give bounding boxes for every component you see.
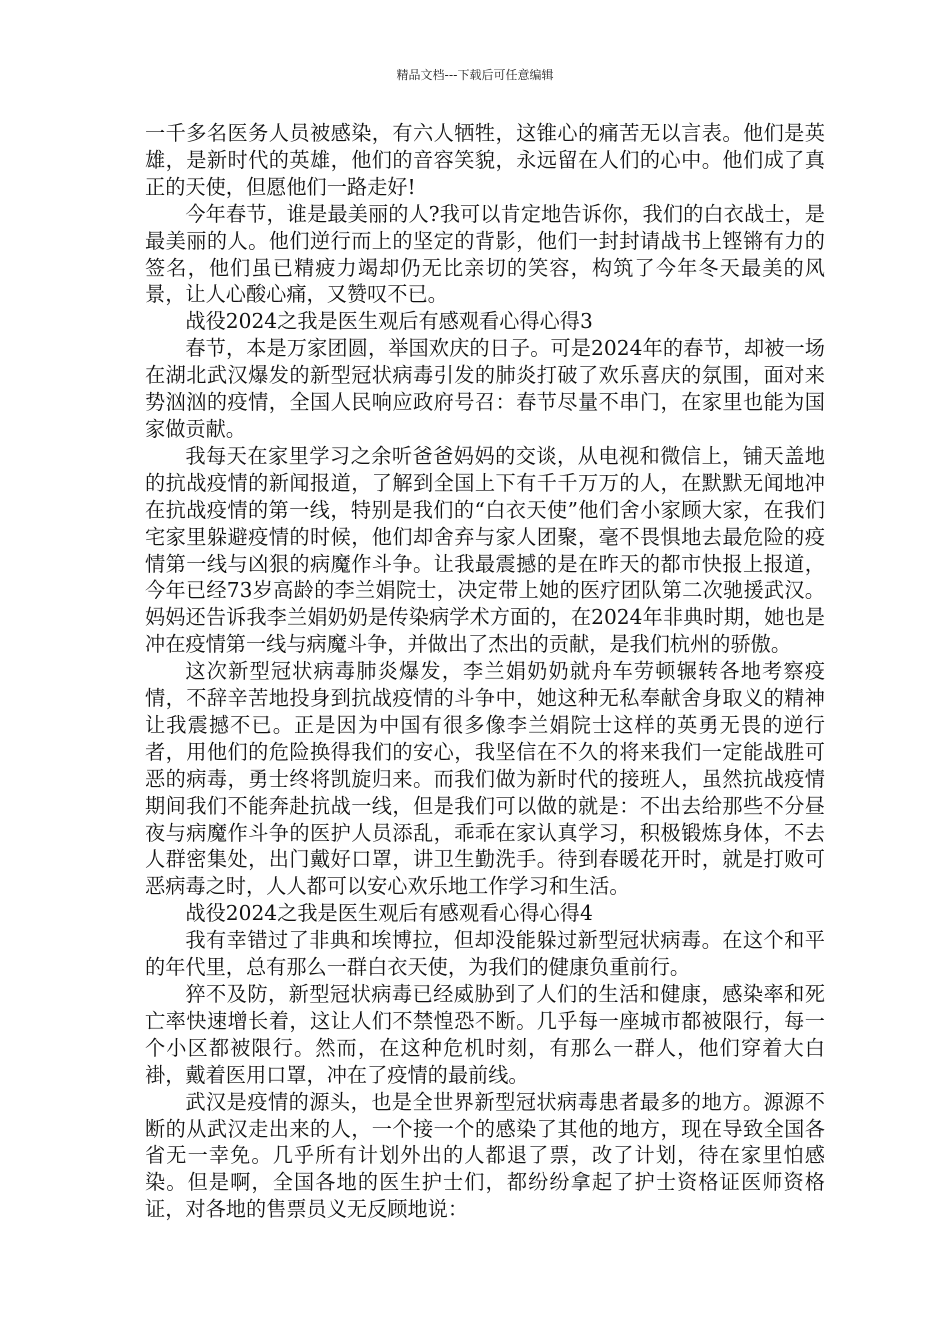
paragraph: 今年春节，谁是最美丽的人?我可以肯定地告诉你，我们的白衣战士，是最美丽的人。他们逆行而上的坚定的背影，他们一封封请战书上铿锵有力的签名，他们虽已精疲力竭却仍无比亲切的笑容，构筑了今年冬天最美的风景，让人心酸心痛，又赞叹不已。 (145, 201, 825, 307)
paragraph: 春节，本是万家团圆，举国欢庆的日子。可是2024年的春节，却被一场在湖北武汉爆发的新型冠状病毒引发的肺炎打破了欢乐喜庆的氛围，面对来势汹汹的疫情，全国人民响应政府号召：春节尽量不串门，在家里也能为国家做贡献。 (145, 336, 825, 441)
paragraph: 武汉是疫情的源头，也是全世界新型冠状病毒患者最多的地方。源源不断的从武汉走出来的人，一个接一个的感染了其他的地方，现在导致全国各省无一幸免。几乎所有计划外出的人都退了票，改了计划，待在家里怕感染。但是啊，全国各地的医生护士们，都纷纷拿起了护士资格证医师资格证，对各地的售票员义无反顾地说： (145, 1089, 825, 1222)
paragraph: 这次新型冠状病毒肺炎爆发，李兰娟奶奶就舟车劳顿辗转各地考察疫情，不辞辛苦地投身到抗战疫情的斗争中，她这种无私奉献舍身取义的精神让我震撼不已。正是因为中国有很多像李兰娟院士这样的英勇无畏的逆行者，用他们的危险换得我们的安心，我坚信在不久的将来我们一定能战胜可恶的病毒，勇士终将凯旋归来。而我们做为新时代的接班人，虽然抗战疫情期间我们不能奔赴抗战一线，但是我们可以做的就是：不出去给那些不分昼夜与病魔作斗争的医护人员添乱，乖乖在家认真学习，积极锻炼身体，不去人群密集处，出门戴好口罩，讲卫生勤洗手。待到春暖花开时，就是打败可恶病毒之时，人人都可以安心欢乐地工作学习和生活。 (145, 659, 825, 899)
paragraph: 猝不及防，新型冠状病毒已经威胁到了人们的生活和健康，感染率和死亡率快速增长着，这让人们不禁惶恐不断。几乎每一座城市都被限行，每一个小区都被限行。然而，在这种危机时刻，有那么一群人，他们穿着大白褂，戴着医用口罩，冲在了疫情的最前线。 (145, 982, 825, 1087)
section-heading-4: 战役2024之我是医生观后有感观看心得心得4 (185, 901, 593, 926)
paragraph: 我每天在家里学习之余听爸爸妈妈的交谈，从电视和微信上，铺天盖地的抗战疫情的新闻报道，了解到全国上下有千千万万的人，在默默无闻地冲在抗战疫情的第一线，特别是我们的“白衣天使”他们舍小家顾大家，在我们宅家里躲避疫情的时候，他们却舍弃与家人团聚，毫不畏惧地去最危险的疫情第一线与凶狠的病魔作斗争。让我最震撼的是在昨天的都市快报上报道，今年已经73岁高龄的李兰娟院士，决定带上她的医疗团队第二次驰援武汉。妈妈还告诉我李兰娟奶奶是传染病学术方面的，在2024年非典时期，她也是冲在疫情第一线与病魔斗争，并做出了杰出的贡献，是我们杭州的骄傲。 (145, 443, 825, 657)
paragraph: 我有幸错过了非典和埃博拉，但却没能躲过新型冠状病毒。在这个和平的年代里，总有那么一群白衣天使，为我们的健康负重前行。 (145, 928, 825, 980)
document-body (145, 120, 825, 1223)
section-heading-3: 战役2024之我是医生观后有感观看心得心得3 (185, 309, 593, 334)
paragraph-continued: 一千多名医务人员被感染，有六人牺牲，这锥心的痛苦无以言表。他们是英雄，是新时代的英雄，他们的音容笑貌，永远留在人们的心中。他们成了真正的天使，但愿他们一路走好! (145, 121, 825, 199)
page-header: 精品文档---下载后可任意编辑 (396, 68, 554, 82)
